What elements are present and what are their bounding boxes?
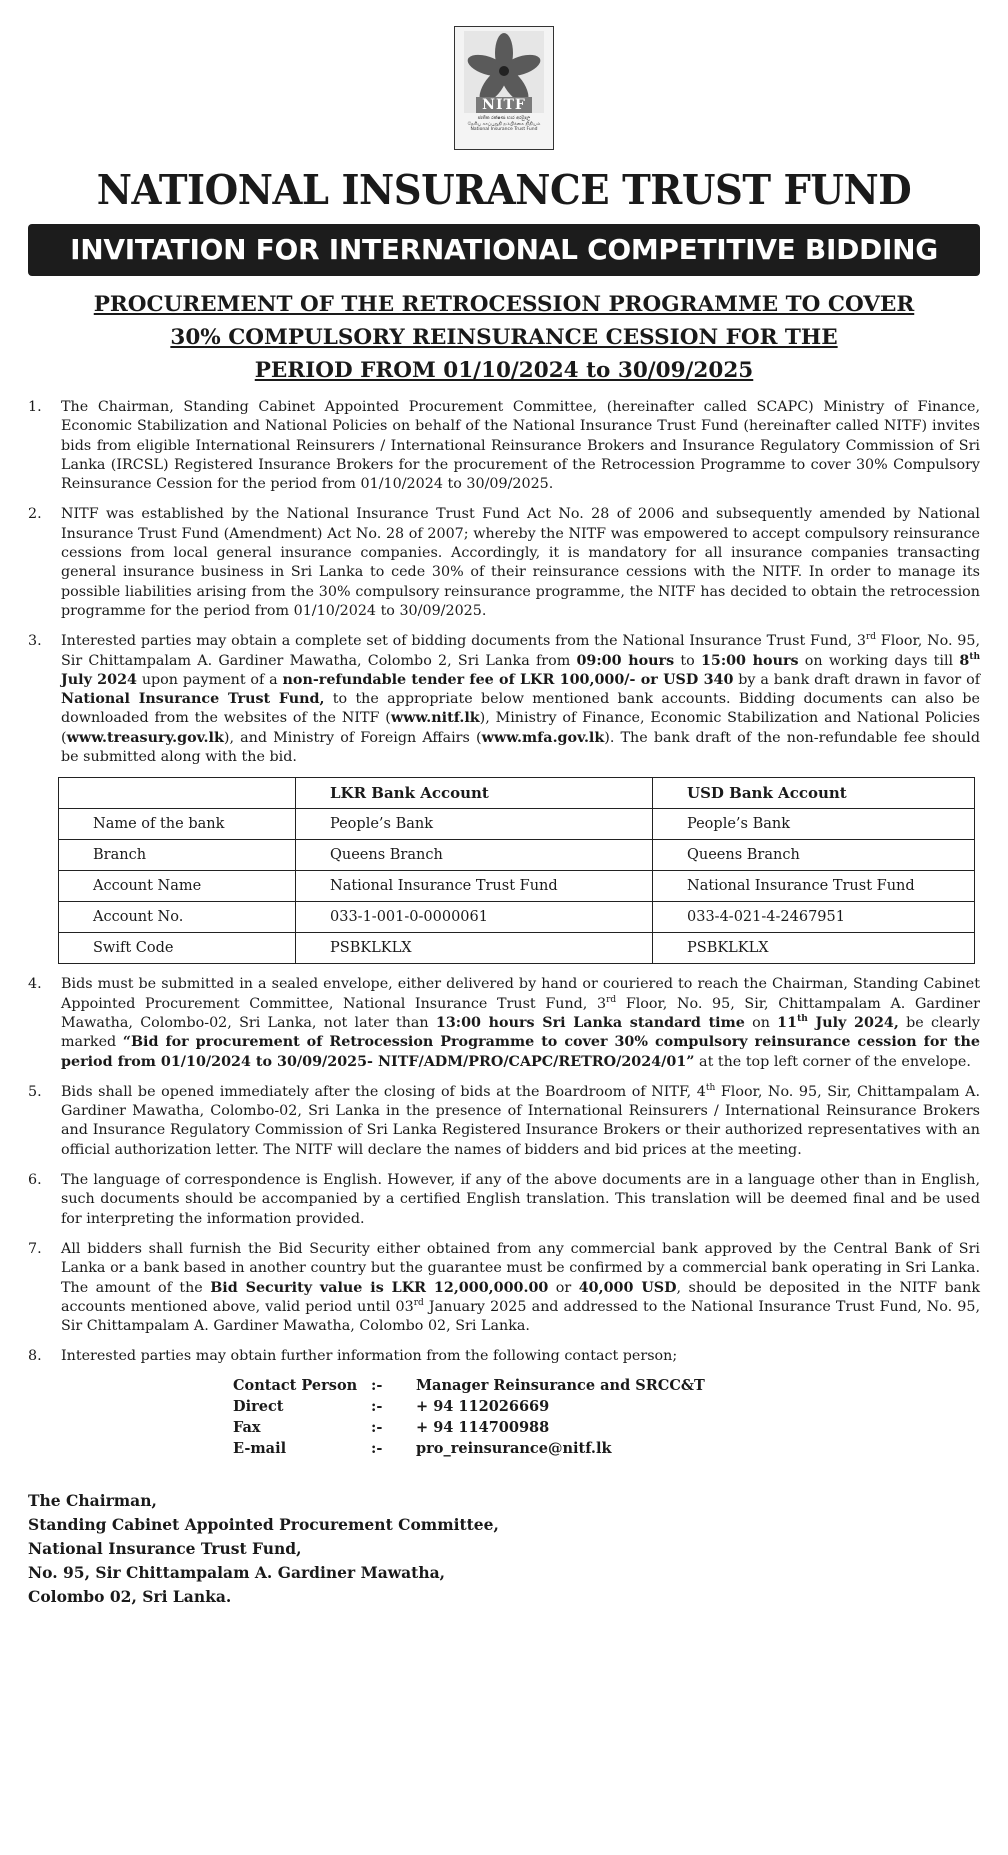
- contact-row: Fax :- + 94 114700988: [233, 1418, 550, 1436]
- nitf-website-link[interactable]: www.nitf.lk: [390, 710, 480, 727]
- subject-line-3: PERIOD FROM 01/10/2024 to 30/09/2025: [254, 358, 754, 383]
- mfa-website-link[interactable]: www.mfa.gov.lk: [481, 729, 605, 746]
- treasury-website-link[interactable]: www.treasury.gov.lk: [66, 729, 224, 746]
- contact-row: E-mail :- pro_reinsurance@nitf.lk: [233, 1439, 612, 1457]
- contact-row: Contact Person :- Manager Reinsurance and SRCC&T: [233, 1376, 705, 1394]
- table-row: Account No. 033-1-001-0-0000061 033-4-021-4-2467951: [59, 902, 975, 933]
- subject-line-1: PROCUREMENT OF THE RETROCESSION PROGRAMME TO COVER: [93, 292, 915, 317]
- table-header-row: LKR Bank Account USD Bank Account: [59, 778, 975, 809]
- procurement-subject: [28, 288, 980, 387]
- paragraph-3: 3. Interested parties may obtain a complete set of bidding documents from the National Insurance Trust Fund, 3rd Floor, No. 95, Sir Chittampalam A. Gardiner Mawatha, Colombo 2, Sri Lanka from 09:00 hours to 15:00 hours on working days till 8th July 2024 upon payment of a non-refundable tender fee of LKR 100,000/- or USD 340 by a bank draft drawn in favor of National Insurance Trust Fund, to the appropriate below mentioned bank accounts. Bidding documents can also be downloaded from the websites of the NITF (www.nitf.lk), Ministry of Finance, Economic Stabilization and National Policies (www.treasury.gov.lk), and Ministry of Foreign Affairs (www.mfa.gov.lk). The bank draft of the non-refundable fee should be submitted along with the bid.: [28, 632, 981, 766]
- paragraph-5: 5. Bids shall be opened immediately after the closing of bids at the Boardroom of NITF, 4th Floor, No. 95, Sir, Chittampalam A. Gardiner Mawatha, Colombo-02, Sri Lanka in the presence of International Reinsurers / International Reinsurance Brokers and Insurance Regulatory Commission of Sri Lanka Registered Insurance Brokers or their authorized representatives with an official authorization letter. The NITF will declare the names of bidders and bid prices at the meeting.: [28, 1083, 981, 1158]
- contact-details: [233, 1375, 980, 1459]
- organization-title: NATIONAL INSURANCE TRUST FUND: [96, 166, 912, 214]
- paragraph-1: 1. The Chairman, Standing Cabinet Appointed Procurement Committee, (hereinafter called SCAPC) Ministry of Finance, Economic Stabilization and National Policies on behalf of the National Insurance Trust Fund (hereinafter called NITF) invites bids from eligible International Reinsurers / International Reinsurance Brokers and Insurance Regulatory Commission of Sri Lanka (IRCSL) Registered Insurance Brokers for the procurement of the Retrocession Programme to cover 30% Compulsory Reinsurance Cession for the period from 01/10/2024 to 30/09/2025.: [28, 399, 980, 493]
- logo-subtitle: ජාතික රක්ෂණ භාර අරමුදල தேசிய காப்புறுதி நம்பிக்கை நிதியம் National Insurance Trust Fund: [467, 116, 541, 132]
- nitf-logo: [454, 26, 554, 150]
- direct-phone[interactable]: + 94 112026669: [416, 1397, 550, 1415]
- logo-area: [28, 0, 980, 150]
- bank-accounts-table: [58, 777, 975, 964]
- signature-block: The Chairman, Standing Cabinet Appointed Procurement Committee, National Insurance Trust Fund, No. 95, Sir Chittampalam A. Gardiner Mawatha, Colombo 02, Sri Lanka.: [28, 1490, 499, 1606]
- logo-text: NITF: [476, 97, 532, 113]
- paragraph-8: 8. Interested parties may obtain further information from the following contact person;: [28, 1348, 678, 1365]
- paragraph-2: 2. NITF was established by the National Insurance Trust Fund Act No. 28 of 2006 and subsequently amended by National Insurance Trust Fund (Amendment) Act No. 28 of 2007; whereby the NITF was empowered to accept compulsory reinsurance cessions from local general insurance companies. Accordingly, it is mandatory for all insurance companies transacting general insurance business in Sri Lanka to cede 30% of their reinsurance cessions with the NITF. In order to manage its possible liabilities arising from the 30% compulsory reinsurance programme, the NITF has decided to obtain the retrocession programme for the period from 01/10/2024 to 30/09/2025.: [28, 506, 980, 619]
- contact-row: Direct :- + 94 112026669: [233, 1397, 550, 1415]
- paragraph-7: 7. All bidders shall furnish the Bid Security either obtained from any commercial bank approved by the Central Bank of Sri Lanka or a bank based in another country but the guarantee must be confirmed by a commercial bank operating in Sri Lanka. The amount of the Bid Security value is LKR 12,000,000.00 or 40,000 USD, should be deposited in the NITF bank accounts mentioned above, valid period until 03rd January 2025 and addressed to the National Insurance Trust Fund, No. 95, Sir Chittampalam A. Gardiner Mawatha, Colombo 02, Sri Lanka.: [28, 1240, 980, 1335]
- invitation-banner: INVITATION FOR INTERNATIONAL COMPETITIVE BIDDING: [28, 224, 980, 276]
- table-row: Name of the bank People’s Bank People’s Bank: [59, 809, 975, 840]
- table-row: Branch Queens Branch Queens Branch: [59, 840, 975, 871]
- subject-line-2: 30% COMPULSORY REINSURANCE CESSION FOR THE: [170, 325, 838, 350]
- table-row: Account Name National Insurance Trust Fund National Insurance Trust Fund: [59, 871, 975, 902]
- fax-number: + 94 114700988: [416, 1418, 550, 1436]
- table-row: Swift Code PSBKLKLX PSBKLKLX: [59, 933, 975, 964]
- email-link[interactable]: pro_reinsurance@nitf.lk: [416, 1439, 612, 1457]
- paragraph-6: 6. The language of correspondence is English. However, if any of the above documents are in a language other than in English, such documents should be accompanied by a certified English translation. This translation will be deemed final and be used for interpreting the information provided.: [28, 1172, 980, 1227]
- paragraph-4: 4. Bids must be submitted in a sealed envelope, either delivered by hand or couriered to reach the Chairman, Standing Cabinet Appointed Procurement Committee, National Insurance Trust Fund, 3rd Floor, No. 95, Sir, Chittampalam A. Gardiner Mawatha, Colombo-02, Sri Lanka, not later than 13:00 hours Sri Lanka standard time on 11th July 2024, be clearly marked “Bid for procurement of Retrocession Programme to cover 30% compulsory reinsurance cession for the period from 01/10/2024 to 30/09/2025- NITF/ADM/PRO/CAPC/RETRO/2024/01” at the top left corner of the envelope.: [28, 976, 980, 1070]
